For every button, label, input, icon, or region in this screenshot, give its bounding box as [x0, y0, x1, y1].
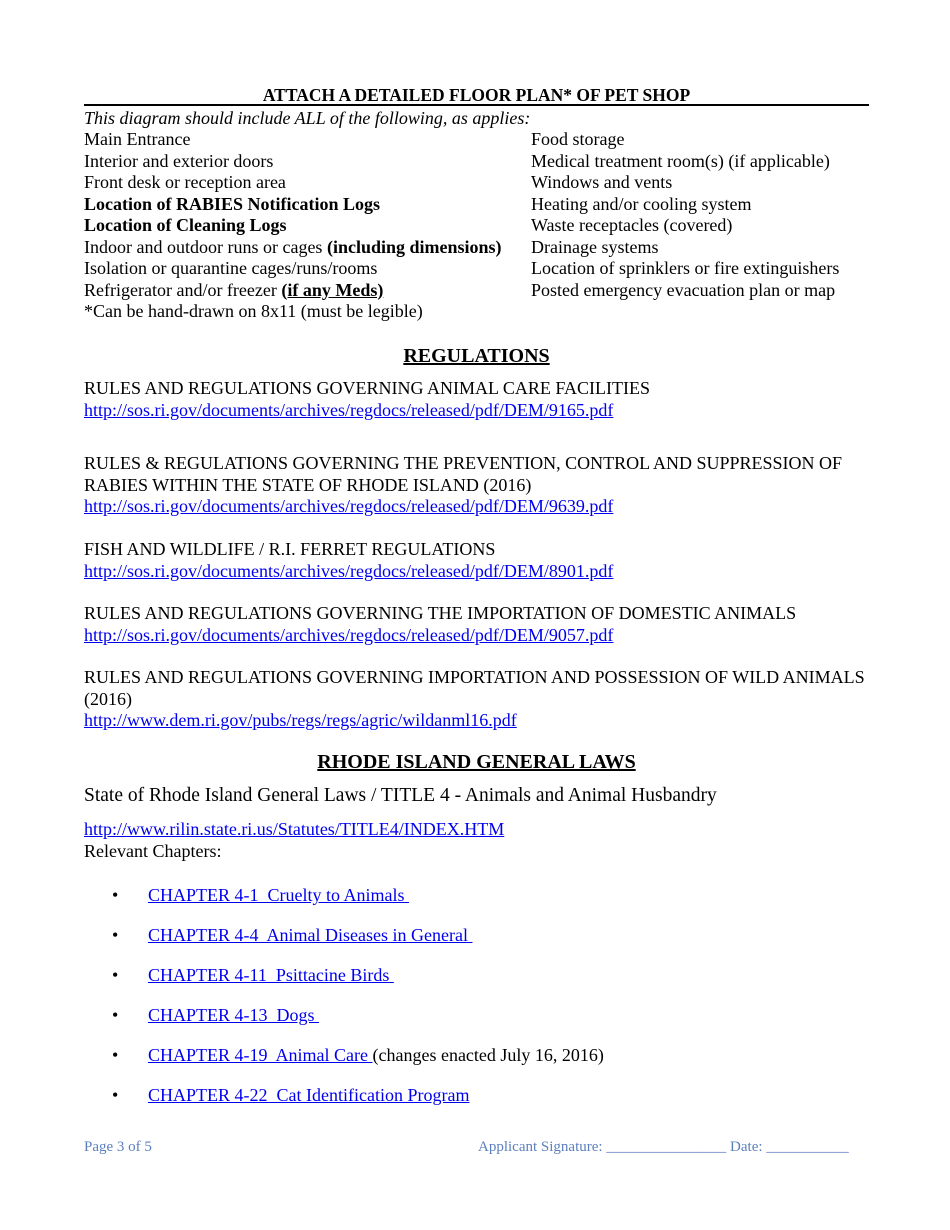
- floor-plan-title: ATTACH A DETAILED FLOOR PLAN* OF PET SHOP: [262, 85, 691, 105]
- regulation-link[interactable]: http://sos.ri.gov/documents/archives/regdocs/released/pdf/DEM/8901.pdf: [84, 560, 614, 581]
- bullet: •: [112, 885, 119, 905]
- regulation-item: [84, 378, 869, 421]
- regulation-item: [84, 603, 869, 646]
- list-item: Medical treatment room(s) (if applicable): [531, 150, 830, 171]
- chapter-link[interactable]: CHAPTER 4-19 Animal Care: [148, 1045, 373, 1065]
- list-item-emphasis: (including dimensions): [326, 236, 502, 257]
- list-item: Heating and/or cooling system: [531, 193, 752, 214]
- list-item: Windows and vents: [531, 172, 673, 192]
- list-item: [84, 280, 502, 302]
- general-laws-link[interactable]: http://www.rilin.state.ri.us/Statutes/TITLE4/INDEX.HTM: [84, 819, 505, 839]
- regulation-title: RULES AND REGULATIONS GOVERNING ANIMAL CARE FACILITIES: [84, 378, 650, 398]
- list-item: Waste receptacles (covered): [531, 215, 733, 235]
- list-item: Isolation or quarantine cages/runs/rooms: [84, 258, 378, 278]
- bullet: •: [112, 965, 119, 985]
- list-item: Posted emergency evacuation plan or map: [531, 279, 836, 300]
- regulation-link[interactable]: http://www.dem.ri.gov/pubs/regs/regs/agric/wildanml16.pdf: [84, 710, 517, 730]
- page-number: Page 3 of 5: [84, 1139, 152, 1155]
- chapter-suffix: (changes enacted July 16, 2016): [372, 1045, 604, 1065]
- regulation-title: RULES AND REGULATIONS GOVERNING THE IMPORTATION OF DOMESTIC ANIMALS: [84, 603, 797, 623]
- general-laws-heading: RHODE ISLAND GENERAL LAWS: [317, 751, 636, 773]
- list-item: [84, 237, 502, 259]
- bullet: •: [112, 925, 119, 945]
- general-laws-subtitle: State of Rhode Island General Laws / TITLE 4 - Animals and Animal Husbandry: [84, 785, 717, 806]
- list-item: [84, 1084, 869, 1124]
- list-item: Main Entrance: [84, 129, 191, 149]
- bullet: •: [112, 1005, 119, 1025]
- regulation-title: RULES AND REGULATIONS GOVERNING IMPORTATION AND POSSESSION OF WILD ANIMALS (2016): [84, 667, 865, 709]
- regulation-title: RULES & REGULATIONS GOVERNING THE PREVENTION, CONTROL AND SUPPRESSION OF RABIES WITHIN THE STATE OF RHODE ISLAND (2016): [84, 453, 843, 495]
- list-item: [84, 964, 869, 1004]
- regulation-item: [84, 667, 869, 732]
- list-item: [84, 1044, 869, 1084]
- list-item: Food storage: [531, 129, 625, 149]
- relevant-chapters-label: Relevant Chapters:: [84, 841, 222, 861]
- list-item: Drainage systems: [531, 236, 659, 257]
- chapter-link[interactable]: CHAPTER 4-11 Psittacine Birds: [148, 965, 394, 985]
- regulation-item: [84, 539, 869, 582]
- regulation-link[interactable]: http://sos.ri.gov/documents/archives/regdocs/released/pdf/DEM/9639.pdf: [84, 496, 614, 516]
- list-item-emphasis: (if any Meds): [281, 279, 384, 300]
- list-item: Location of sprinklers or fire extinguishers: [531, 258, 840, 278]
- chapter-link[interactable]: CHAPTER 4-1 Cruelty to Animals: [148, 885, 409, 905]
- title-divider: [84, 104, 869, 106]
- regulation-link[interactable]: http://sos.ri.gov/documents/archives/regdocs/released/pdf/DEM/9165.pdf: [84, 399, 614, 420]
- list-item: [84, 1004, 869, 1044]
- chapter-list: [84, 884, 869, 1124]
- list-item: [84, 924, 869, 964]
- regulation-link[interactable]: http://sos.ri.gov/documents/archives/regdocs/released/pdf/DEM/9057.pdf: [84, 624, 614, 645]
- chapter-link[interactable]: CHAPTER 4-22 Cat Identification Program: [148, 1085, 470, 1105]
- floor-plan-note: *Can be hand-drawn on 8x11 (must be legible): [84, 301, 423, 321]
- bullet: •: [112, 1085, 119, 1105]
- regulation-title: FISH AND WILDLIFE / R.I. FERRET REGULATIONS: [84, 539, 496, 559]
- floor-plan-intro: This diagram should include ALL of the following, as applies:: [84, 108, 531, 128]
- bullet: •: [112, 1045, 119, 1065]
- list-item: [84, 884, 869, 924]
- chapter-link[interactable]: CHAPTER 4-4 Animal Diseases in General: [148, 925, 473, 945]
- list-item: Front desk or reception area: [84, 172, 286, 192]
- floor-plan-right-list: [531, 129, 839, 301]
- signature-line: Applicant Signature: ________________ Date: ___________: [478, 1139, 849, 1155]
- list-item-text: Refrigerator and/or freezer: [84, 279, 282, 300]
- list-item: Location of RABIES Notification Logs: [84, 193, 381, 214]
- list-item: Interior and exterior doors: [84, 150, 274, 171]
- list-item: Location of Cleaning Logs: [84, 215, 287, 235]
- list-item-text: Indoor and outdoor runs or cages: [84, 236, 327, 257]
- chapter-link[interactable]: CHAPTER 4-13 Dogs: [148, 1005, 320, 1025]
- floor-plan-left-list: [84, 129, 502, 301]
- regulations-heading: REGULATIONS: [403, 345, 550, 367]
- regulation-item: [84, 453, 869, 518]
